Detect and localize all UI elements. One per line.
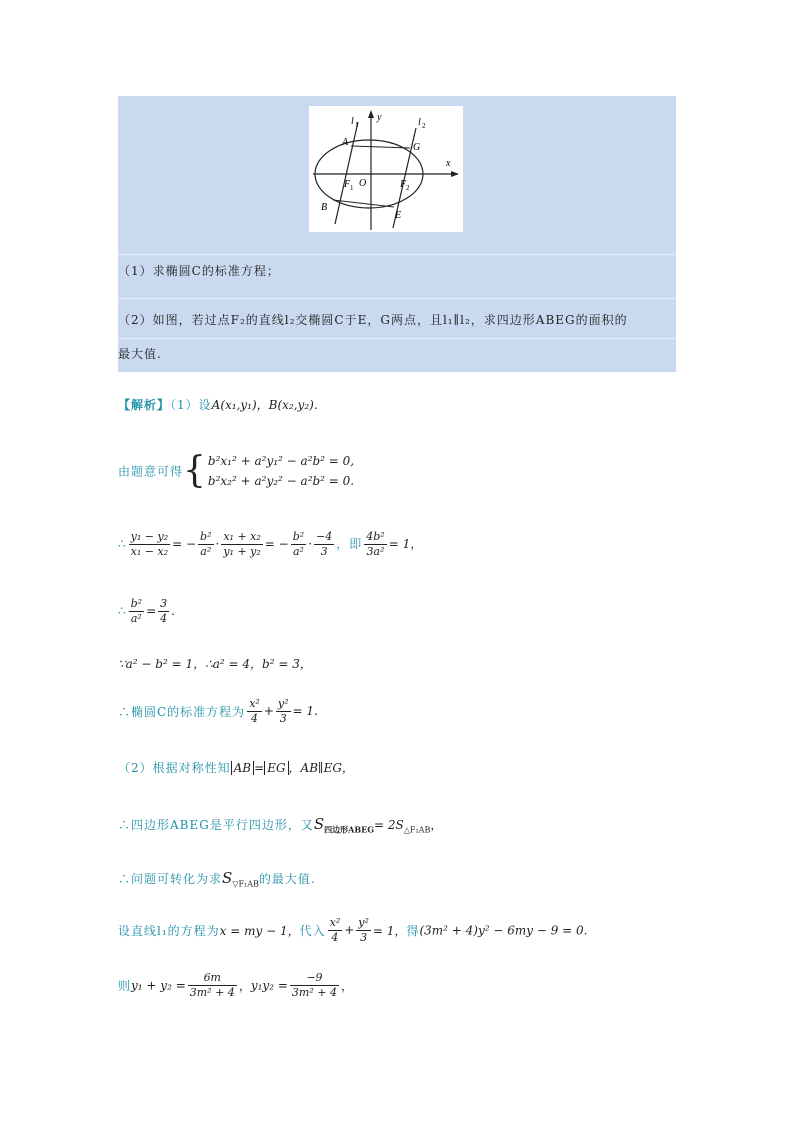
step-text: （1）设 (170, 398, 212, 412)
solution-step-3 (118, 530, 422, 559)
denominator: 4 (331, 931, 339, 944)
step-math: y₁ + y₂ = (131, 978, 186, 993)
label-l1-sub: 1 (355, 121, 359, 129)
solution-header: 【解析】 (118, 398, 171, 412)
numerator: −4 (316, 530, 333, 543)
divider (118, 338, 676, 339)
numerator: 4b² (366, 530, 385, 543)
step-math: A(x₁,y₁)，B(x₂,y₂). (211, 398, 318, 412)
solution-step-8 (118, 815, 442, 835)
label-b: B (321, 202, 328, 213)
solution-step-11 (118, 971, 353, 1000)
fraction (290, 971, 339, 1000)
ellipse-figure (309, 106, 463, 232)
denominator: x₁ − x₂ (130, 545, 169, 558)
step-text: 则 (118, 979, 132, 993)
step-text: ，即 (336, 537, 363, 551)
step-text: ∴椭圆C的标准方程为 (118, 705, 246, 719)
step-math: = 1， (372, 924, 407, 938)
question-2-line-2: 最大值. (118, 347, 162, 361)
subscript: △F₁AB (403, 825, 431, 835)
equation-2: b²x₂² + a²y₂² − a²b² = 0. (207, 474, 355, 488)
numerator: b² (130, 597, 143, 610)
label-g: G (413, 142, 421, 153)
denominator: 4 (251, 712, 258, 725)
fraction (364, 530, 386, 559)
operator: + (263, 704, 274, 718)
denominator: 3 (320, 545, 328, 558)
x-axis-arrow (451, 171, 459, 177)
solution-step-10 (118, 916, 587, 945)
step-math: S (222, 869, 233, 887)
question-1: （1）求椭圆C的标准方程； (118, 264, 280, 278)
step-math: ∵a² − b² = 1，∴a² = 4，b² = 3， (118, 657, 312, 671)
denominator: y₁ + y₂ (223, 545, 261, 558)
label-l2: l (418, 117, 421, 128)
step-text: 得 (406, 924, 420, 938)
solution-step-9 (118, 869, 316, 888)
label-f1: F (344, 179, 351, 190)
numerator: y₁ − y₂ (130, 530, 169, 543)
operator: = (146, 604, 157, 618)
numerator: b² (292, 530, 305, 543)
step-math: ，AB∥EG， (288, 761, 354, 775)
label-l1: l (351, 116, 354, 127)
equation-system (208, 451, 354, 491)
solution-step-4 (118, 597, 175, 626)
step-math: x = my − 1， (219, 924, 300, 938)
fraction (276, 697, 291, 726)
numerator: x² (329, 916, 341, 929)
solution-step-6 (118, 697, 318, 726)
fraction (328, 916, 343, 945)
label-a: A (342, 137, 349, 148)
operator: = − (264, 537, 289, 551)
step-math: (3m² + 4)y² − 6my − 9 = 0. (419, 923, 588, 938)
numerator: x₁ + x₂ (221, 530, 262, 545)
fraction (129, 530, 170, 559)
step-math: = 1， (388, 537, 423, 551)
denominator: 4 (160, 612, 168, 625)
step-text: ∴问题可转化为求 (118, 872, 223, 886)
solution-step-7 (118, 759, 354, 776)
label-f2-sub: 2 (406, 184, 410, 192)
solution-step-1 (118, 396, 318, 413)
operator: · (215, 537, 220, 551)
label-f1-sub: 1 (350, 184, 354, 192)
operator: · (308, 537, 313, 551)
solution-step-2 (118, 451, 354, 491)
punctuation: ， (238, 979, 251, 993)
numerator: 3 (160, 597, 168, 610)
numerator: b² (200, 530, 212, 543)
label-l2-sub: 2 (422, 122, 426, 130)
numerator: y² (277, 697, 289, 710)
equation-1: b²x₁² + a²y₁² − a²b² = 0, (207, 454, 355, 468)
solution-step-5 (118, 655, 312, 672)
fraction (314, 530, 334, 559)
step-math: S (313, 815, 325, 833)
denominator: 3m² + 4 (189, 986, 235, 999)
therefore-symbol: ∴ (118, 537, 127, 551)
denominator: 3 (279, 712, 287, 725)
numerator: −9 (290, 971, 339, 986)
step-text: 由题意可得 (118, 464, 184, 479)
question-2-line-1: （2）如图，若过点F₂的直线l₂交椭圆C于E，G两点，且l₁∥l₂，求四边形ABEG的面积的 (118, 313, 628, 327)
numerator: y² (358, 916, 369, 929)
fraction (291, 530, 306, 559)
fraction (198, 530, 213, 559)
fraction (158, 597, 169, 626)
brace: { (183, 450, 206, 491)
fraction (188, 971, 237, 1000)
fraction (247, 697, 262, 726)
problem-box (118, 96, 676, 372)
denominator: a² (130, 612, 142, 625)
operator: = − (172, 537, 197, 551)
period: . (171, 604, 175, 618)
step-text: 设直线l₁的方程为 (118, 924, 220, 938)
step-math: = 1. (292, 704, 318, 718)
punctuation: ， (340, 979, 353, 993)
fraction (221, 530, 262, 559)
divider (118, 254, 676, 255)
subscript: 四边形ABEG (324, 824, 375, 835)
step-text: ∴四边形ABEG是平行四边形，又 (118, 818, 314, 832)
divider (118, 298, 676, 299)
denominator: 3a² (366, 545, 385, 558)
operator: = (254, 761, 265, 775)
step-math: y₁y₂ = (250, 978, 288, 993)
abs-value: AB (231, 761, 254, 775)
fraction (356, 916, 371, 945)
step-text: 的最大值. (258, 872, 316, 886)
label-f2: F (400, 179, 407, 190)
denominator: a² (200, 545, 212, 558)
step-text: 代入 (299, 924, 326, 938)
therefore-symbol: ∴ (118, 604, 127, 618)
label-x: x (446, 158, 451, 169)
subscript: ▽F₁AB (232, 879, 259, 889)
numerator: x² (249, 697, 260, 710)
label-e: E (395, 210, 402, 221)
ellipse-diagram (309, 106, 463, 232)
denominator: a² (292, 545, 304, 558)
punctuation: ， (430, 818, 443, 832)
y-axis-arrow (368, 110, 374, 118)
denominator: 3 (360, 931, 368, 944)
step-math: = 2S (374, 818, 404, 832)
step-text: （2）根据对称性知 (118, 761, 231, 775)
label-o: O (359, 178, 367, 189)
label-y: y (377, 112, 382, 123)
abs-value: EG (264, 761, 288, 775)
operator: + (344, 923, 355, 937)
fraction (129, 597, 144, 626)
numerator: 6m (188, 971, 237, 986)
denominator: 3m² + 4 (291, 986, 337, 999)
